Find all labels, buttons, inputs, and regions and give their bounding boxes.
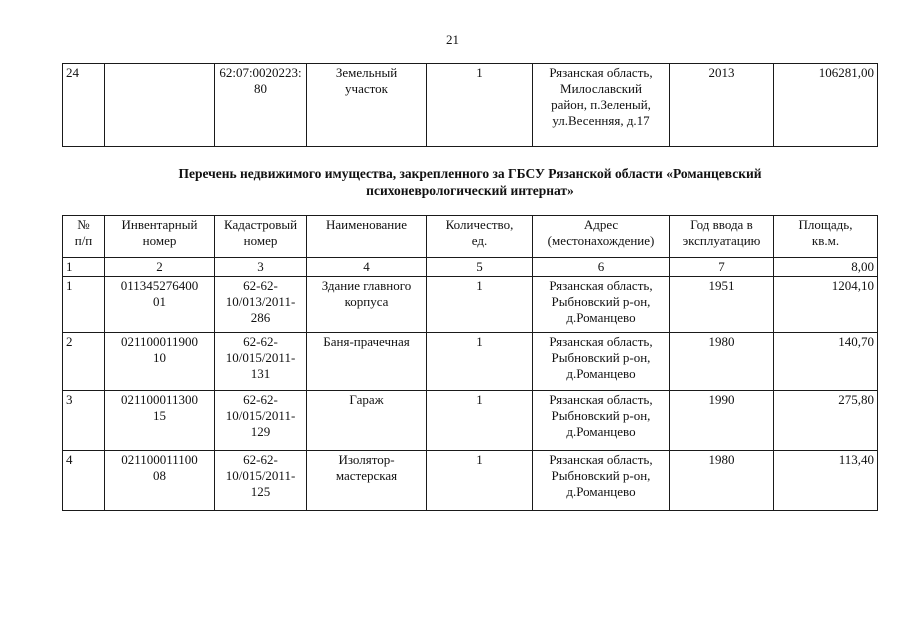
header-address [533, 216, 670, 258]
colnum-7: 7 [670, 258, 774, 277]
row-number-cell: 4 [63, 451, 105, 511]
address-cell [533, 64, 670, 147]
name-text: Баня-прачечная [323, 334, 410, 349]
area-cell: 140,70 [774, 333, 878, 391]
name-cell [307, 277, 427, 333]
header-area-text: Площадь, кв.м. [798, 217, 853, 248]
colnum-6: 6 [533, 258, 670, 277]
page-number: 21 [446, 32, 459, 47]
section-title [90, 165, 850, 199]
name-cell [307, 64, 427, 147]
inventory-text: 021100011100 08 [121, 452, 198, 483]
table-row [63, 391, 878, 451]
address-text: Рязанская область, Рыбновский р-он, д.Романцево [549, 392, 653, 439]
name-text: Изолятор- мастерская [335, 452, 398, 483]
inventory-cell [105, 64, 215, 147]
address-cell [533, 391, 670, 451]
area-cell: 106281,00 [774, 64, 878, 147]
cadastral-text: 62-62- 10/015/2011- 129 [225, 392, 296, 439]
cadastral-cell [215, 277, 307, 333]
row-number-cell: 1 [63, 277, 105, 333]
table-row [63, 277, 878, 333]
header-quantity [427, 216, 533, 258]
colnum-8: 8,00 [774, 258, 878, 277]
year-cell: 1980 [670, 333, 774, 391]
quantity-cell: 1 [427, 451, 533, 511]
header-num-text: № п/п [74, 217, 93, 248]
title-line-1: Перечень недвижимого имущества, закрепленного за ГБСУ Рязанской области «Романцевский [178, 166, 762, 181]
quantity-cell: 1 [427, 391, 533, 451]
row-number-cell: 3 [63, 391, 105, 451]
header-year-text: Год ввода в эксплуатацию [682, 217, 761, 248]
name-cell [307, 391, 427, 451]
address-text: Рязанская область, Рыбновский р-он, д.Романцево [549, 278, 653, 325]
header-inventory-text: Инвентарный номер [121, 217, 198, 248]
address-text: Рязанская область, Милославский район, п.Зеленый, ул.Весенняя, д.17 [549, 65, 653, 128]
area-cell: 1204,10 [774, 277, 878, 333]
quantity-cell: 1 [427, 64, 533, 147]
name-text: Здание главного корпуса [321, 278, 412, 309]
address-text: Рязанская область, Рыбновский р-он, д.Романцево [549, 334, 653, 381]
cadastral-text: 62:07:0020223: 80 [219, 65, 302, 96]
year-cell: 1951 [670, 277, 774, 333]
header-cadastral-text: Кадастровый номер [223, 217, 298, 248]
name-text: Гараж [349, 392, 384, 407]
inventory-cell [105, 391, 215, 451]
table-row [63, 451, 878, 511]
address-cell [533, 277, 670, 333]
cadastral-cell [215, 333, 307, 391]
header-row [63, 216, 878, 258]
header-inventory [105, 216, 215, 258]
table-row [63, 333, 878, 391]
address-cell [533, 333, 670, 391]
inventory-cell [105, 451, 215, 511]
name-cell [307, 451, 427, 511]
quantity-cell: 1 [427, 277, 533, 333]
column-number-row [63, 258, 878, 277]
area-cell: 275,80 [774, 391, 878, 451]
quantity-cell: 1 [427, 333, 533, 391]
header-num [63, 216, 105, 258]
cadastral-text: 62-62- 10/015/2011- 131 [225, 334, 296, 381]
header-cadastral [215, 216, 307, 258]
cadastral-text: 62-62- 10/015/2011- 125 [225, 452, 296, 499]
inventory-cell [105, 277, 215, 333]
table-row [63, 64, 878, 147]
address-cell [533, 451, 670, 511]
inventory-text: 021100011300 15 [120, 392, 199, 423]
colnum-2: 2 [105, 258, 215, 277]
title-line-2: психоневрологический интернат» [366, 183, 574, 198]
inventory-text: 021100011900 10 [120, 334, 199, 365]
row-number-cell: 2 [63, 333, 105, 391]
header-address-text: Адрес (местонахождение) [547, 217, 655, 248]
colnum-5: 5 [427, 258, 533, 277]
year-cell: 1990 [670, 391, 774, 451]
cadastral-cell [215, 64, 307, 147]
name-text: Земельный участок [335, 65, 398, 96]
cadastral-text: 62-62- 10/013/2011- 286 [225, 278, 296, 325]
colnum-3: 3 [215, 258, 307, 277]
cadastral-cell [215, 451, 307, 511]
inventory-text: 011345276400 01 [120, 278, 199, 309]
colnum-4: 4 [307, 258, 427, 277]
area-cell: 113,40 [774, 451, 878, 511]
address-text: Рязанская область, Рыбновский р-он, д.Романцево [549, 452, 653, 499]
year-cell: 1980 [670, 451, 774, 511]
previous-table [62, 63, 878, 147]
header-name: Наименование [307, 216, 427, 258]
year-cell: 2013 [670, 64, 774, 147]
header-area [774, 216, 878, 258]
row-number-cell: 24 [63, 64, 105, 147]
inventory-cell [105, 333, 215, 391]
header-year [670, 216, 774, 258]
colnum-1: 1 [63, 258, 105, 277]
name-cell [307, 333, 427, 391]
header-quantity-text: Количество, ед. [445, 217, 514, 248]
property-table [62, 215, 878, 511]
cadastral-cell [215, 391, 307, 451]
